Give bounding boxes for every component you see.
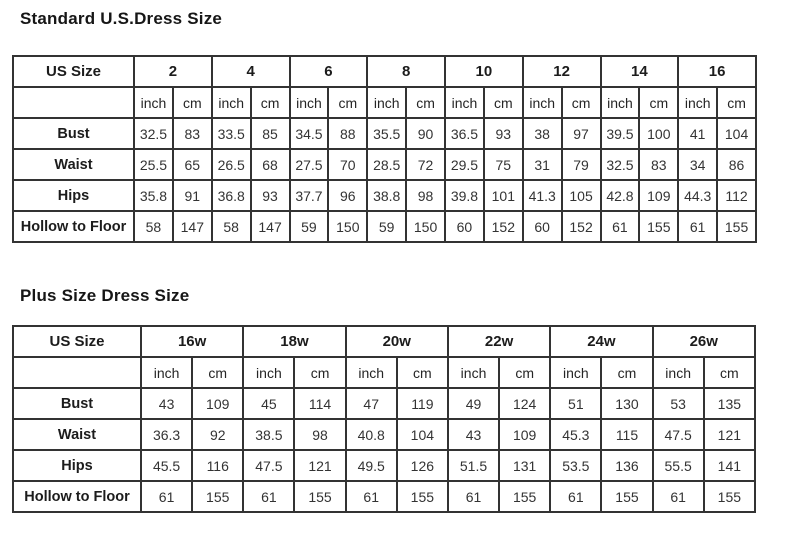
standard-size-table: [12, 55, 757, 243]
size-header-cell: 6: [290, 56, 368, 87]
size-header-cell: 20w: [346, 326, 448, 357]
unit-header-cell: inch: [212, 87, 251, 118]
value-cell: 47.5: [243, 450, 294, 481]
value-cell: 51: [550, 388, 601, 419]
unit-header-cell: cm: [406, 87, 445, 118]
unit-header-cell: cm: [601, 357, 652, 388]
value-cell: 131: [499, 450, 550, 481]
value-cell: 116: [192, 450, 243, 481]
row-label-cell: Bust: [13, 118, 134, 149]
size-header-cell: 16w: [141, 326, 243, 357]
value-cell: 41.3: [523, 180, 562, 211]
unit-header-cell: inch: [290, 87, 329, 118]
value-cell: 101: [484, 180, 523, 211]
empty-corner-cell: [13, 87, 134, 118]
value-cell: 121: [294, 450, 345, 481]
value-cell: 58: [134, 211, 173, 242]
value-cell: 31: [523, 149, 562, 180]
value-cell: 152: [562, 211, 601, 242]
measurement-row: [13, 450, 755, 481]
value-cell: 104: [717, 118, 756, 149]
unit-header-row: [13, 357, 755, 388]
value-cell: 60: [523, 211, 562, 242]
value-cell: 112: [717, 180, 756, 211]
size-header-cell: 4: [212, 56, 290, 87]
value-cell: 49: [448, 388, 499, 419]
value-cell: 85: [251, 118, 290, 149]
value-cell: 83: [173, 118, 212, 149]
value-cell: 61: [550, 481, 601, 512]
value-cell: 141: [704, 450, 755, 481]
measurement-row: [13, 211, 756, 242]
value-cell: 124: [499, 388, 550, 419]
value-cell: 155: [704, 481, 755, 512]
value-cell: 61: [601, 211, 640, 242]
size-header-cell: 8: [367, 56, 445, 87]
value-cell: 61: [346, 481, 397, 512]
value-cell: 61: [653, 481, 704, 512]
value-cell: 90: [406, 118, 445, 149]
value-cell: 45.3: [550, 419, 601, 450]
unit-header-cell: inch: [445, 87, 484, 118]
value-cell: 68: [251, 149, 290, 180]
size-header-cell: 24w: [550, 326, 652, 357]
value-cell: 98: [406, 180, 445, 211]
value-cell: 59: [290, 211, 329, 242]
unit-header-cell: inch: [678, 87, 717, 118]
value-cell: 39.8: [445, 180, 484, 211]
value-cell: 35.8: [134, 180, 173, 211]
value-cell: 45.5: [141, 450, 192, 481]
row-label-cell: Hollow to Floor: [13, 211, 134, 242]
value-cell: 97: [562, 118, 601, 149]
unit-header-cell: inch: [550, 357, 601, 388]
size-header-cell: 26w: [653, 326, 755, 357]
value-cell: 136: [601, 450, 652, 481]
value-cell: 105: [562, 180, 601, 211]
plus-size-table: [12, 325, 756, 513]
value-cell: 27.5: [290, 149, 329, 180]
value-cell: 32.5: [601, 149, 640, 180]
value-cell: 61: [141, 481, 192, 512]
value-cell: 88: [328, 118, 367, 149]
value-cell: 49.5: [346, 450, 397, 481]
row-label-cell: Waist: [13, 419, 141, 450]
unit-header-cell: cm: [562, 87, 601, 118]
value-cell: 36.8: [212, 180, 251, 211]
unit-header-cell: inch: [523, 87, 562, 118]
value-cell: 26.5: [212, 149, 251, 180]
value-cell: 150: [406, 211, 445, 242]
value-cell: 38.8: [367, 180, 406, 211]
value-cell: 130: [601, 388, 652, 419]
value-cell: 121: [704, 419, 755, 450]
value-cell: 109: [639, 180, 678, 211]
value-cell: 155: [192, 481, 243, 512]
row-label-cell: Hips: [13, 450, 141, 481]
value-cell: 28.5: [367, 149, 406, 180]
unit-header-cell: cm: [294, 357, 345, 388]
value-cell: 115: [601, 419, 652, 450]
value-cell: 60: [445, 211, 484, 242]
value-cell: 43: [448, 419, 499, 450]
row-label-cell: Hips: [13, 180, 134, 211]
value-cell: 59: [367, 211, 406, 242]
unit-header-cell: cm: [484, 87, 523, 118]
value-cell: 70: [328, 149, 367, 180]
row-label-cell: Hollow to Floor: [13, 481, 141, 512]
value-cell: 104: [397, 419, 448, 450]
value-cell: 58: [212, 211, 251, 242]
value-cell: 75: [484, 149, 523, 180]
measurement-row: [13, 388, 755, 419]
value-cell: 155: [397, 481, 448, 512]
value-cell: 37.7: [290, 180, 329, 211]
value-cell: 147: [251, 211, 290, 242]
unit-header-cell: cm: [499, 357, 550, 388]
value-cell: 44.3: [678, 180, 717, 211]
value-cell: 155: [499, 481, 550, 512]
unit-header-cell: inch: [367, 87, 406, 118]
standard-size-title: Standard U.S.Dress Size: [20, 9, 223, 28]
value-cell: 93: [251, 180, 290, 211]
value-cell: 47: [346, 388, 397, 419]
value-cell: 53: [653, 388, 704, 419]
value-cell: 41: [678, 118, 717, 149]
size-header-cell: 12: [523, 56, 601, 87]
value-cell: 47.5: [653, 419, 704, 450]
value-cell: 119: [397, 388, 448, 419]
value-cell: 61: [243, 481, 294, 512]
unit-header-cell: inch: [141, 357, 192, 388]
value-cell: 40.8: [346, 419, 397, 450]
unit-header-cell: inch: [243, 357, 294, 388]
unit-header-cell: inch: [346, 357, 397, 388]
unit-header-cell: inch: [653, 357, 704, 388]
size-header-cell: 14: [601, 56, 679, 87]
size-header-cell: 16: [678, 56, 756, 87]
value-cell: 61: [448, 481, 499, 512]
value-cell: 61: [678, 211, 717, 242]
value-cell: 150: [328, 211, 367, 242]
value-cell: 114: [294, 388, 345, 419]
value-cell: 92: [192, 419, 243, 450]
measurement-row: [13, 419, 755, 450]
row-label-cell: Bust: [13, 388, 141, 419]
value-cell: 36.3: [141, 419, 192, 450]
value-cell: 25.5: [134, 149, 173, 180]
value-cell: 38.5: [243, 419, 294, 450]
plus-size-title: Plus Size Dress Size: [20, 286, 190, 305]
unit-header-cell: cm: [704, 357, 755, 388]
unit-header-cell: cm: [717, 87, 756, 118]
unit-header-cell: cm: [173, 87, 212, 118]
value-cell: 38: [523, 118, 562, 149]
unit-header-row: [13, 87, 756, 118]
value-cell: 98: [294, 419, 345, 450]
value-cell: 152: [484, 211, 523, 242]
value-cell: 55.5: [653, 450, 704, 481]
unit-header-cell: inch: [601, 87, 640, 118]
value-cell: 109: [192, 388, 243, 419]
value-cell: 86: [717, 149, 756, 180]
value-cell: 93: [484, 118, 523, 149]
row-label-cell: Waist: [13, 149, 134, 180]
measurement-row: [13, 481, 755, 512]
value-cell: 53.5: [550, 450, 601, 481]
value-cell: 34: [678, 149, 717, 180]
value-cell: 96: [328, 180, 367, 211]
value-cell: 126: [397, 450, 448, 481]
size-header-cell: 10: [445, 56, 523, 87]
us-size-corner-cell: US Size: [13, 56, 134, 87]
value-cell: 155: [639, 211, 678, 242]
us-size-corner-cell: US Size: [13, 326, 141, 357]
value-cell: 147: [173, 211, 212, 242]
unit-header-cell: inch: [448, 357, 499, 388]
value-cell: 34.5: [290, 118, 329, 149]
empty-corner-cell: [13, 357, 141, 388]
unit-header-cell: cm: [639, 87, 678, 118]
measurement-row: [13, 149, 756, 180]
value-cell: 72: [406, 149, 445, 180]
size-header-cell: 22w: [448, 326, 550, 357]
value-cell: 29.5: [445, 149, 484, 180]
unit-header-cell: cm: [397, 357, 448, 388]
size-header-cell: 18w: [243, 326, 345, 357]
value-cell: 155: [601, 481, 652, 512]
unit-header-cell: cm: [251, 87, 290, 118]
value-cell: 39.5: [601, 118, 640, 149]
value-cell: 35.5: [367, 118, 406, 149]
size-header-cell: 2: [134, 56, 212, 87]
value-cell: 36.5: [445, 118, 484, 149]
value-cell: 100: [639, 118, 678, 149]
value-cell: 45: [243, 388, 294, 419]
value-cell: 135: [704, 388, 755, 419]
value-cell: 33.5: [212, 118, 251, 149]
size-header-row: [13, 326, 755, 357]
value-cell: 32.5: [134, 118, 173, 149]
value-cell: 51.5: [448, 450, 499, 481]
value-cell: 79: [562, 149, 601, 180]
measurement-row: [13, 118, 756, 149]
value-cell: 83: [639, 149, 678, 180]
value-cell: 65: [173, 149, 212, 180]
value-cell: 42.8: [601, 180, 640, 211]
size-header-row: [13, 56, 756, 87]
unit-header-cell: inch: [134, 87, 173, 118]
unit-header-cell: cm: [328, 87, 367, 118]
value-cell: 109: [499, 419, 550, 450]
value-cell: 43: [141, 388, 192, 419]
measurement-row: [13, 180, 756, 211]
unit-header-cell: cm: [192, 357, 243, 388]
value-cell: 91: [173, 180, 212, 211]
value-cell: 155: [717, 211, 756, 242]
value-cell: 155: [294, 481, 345, 512]
